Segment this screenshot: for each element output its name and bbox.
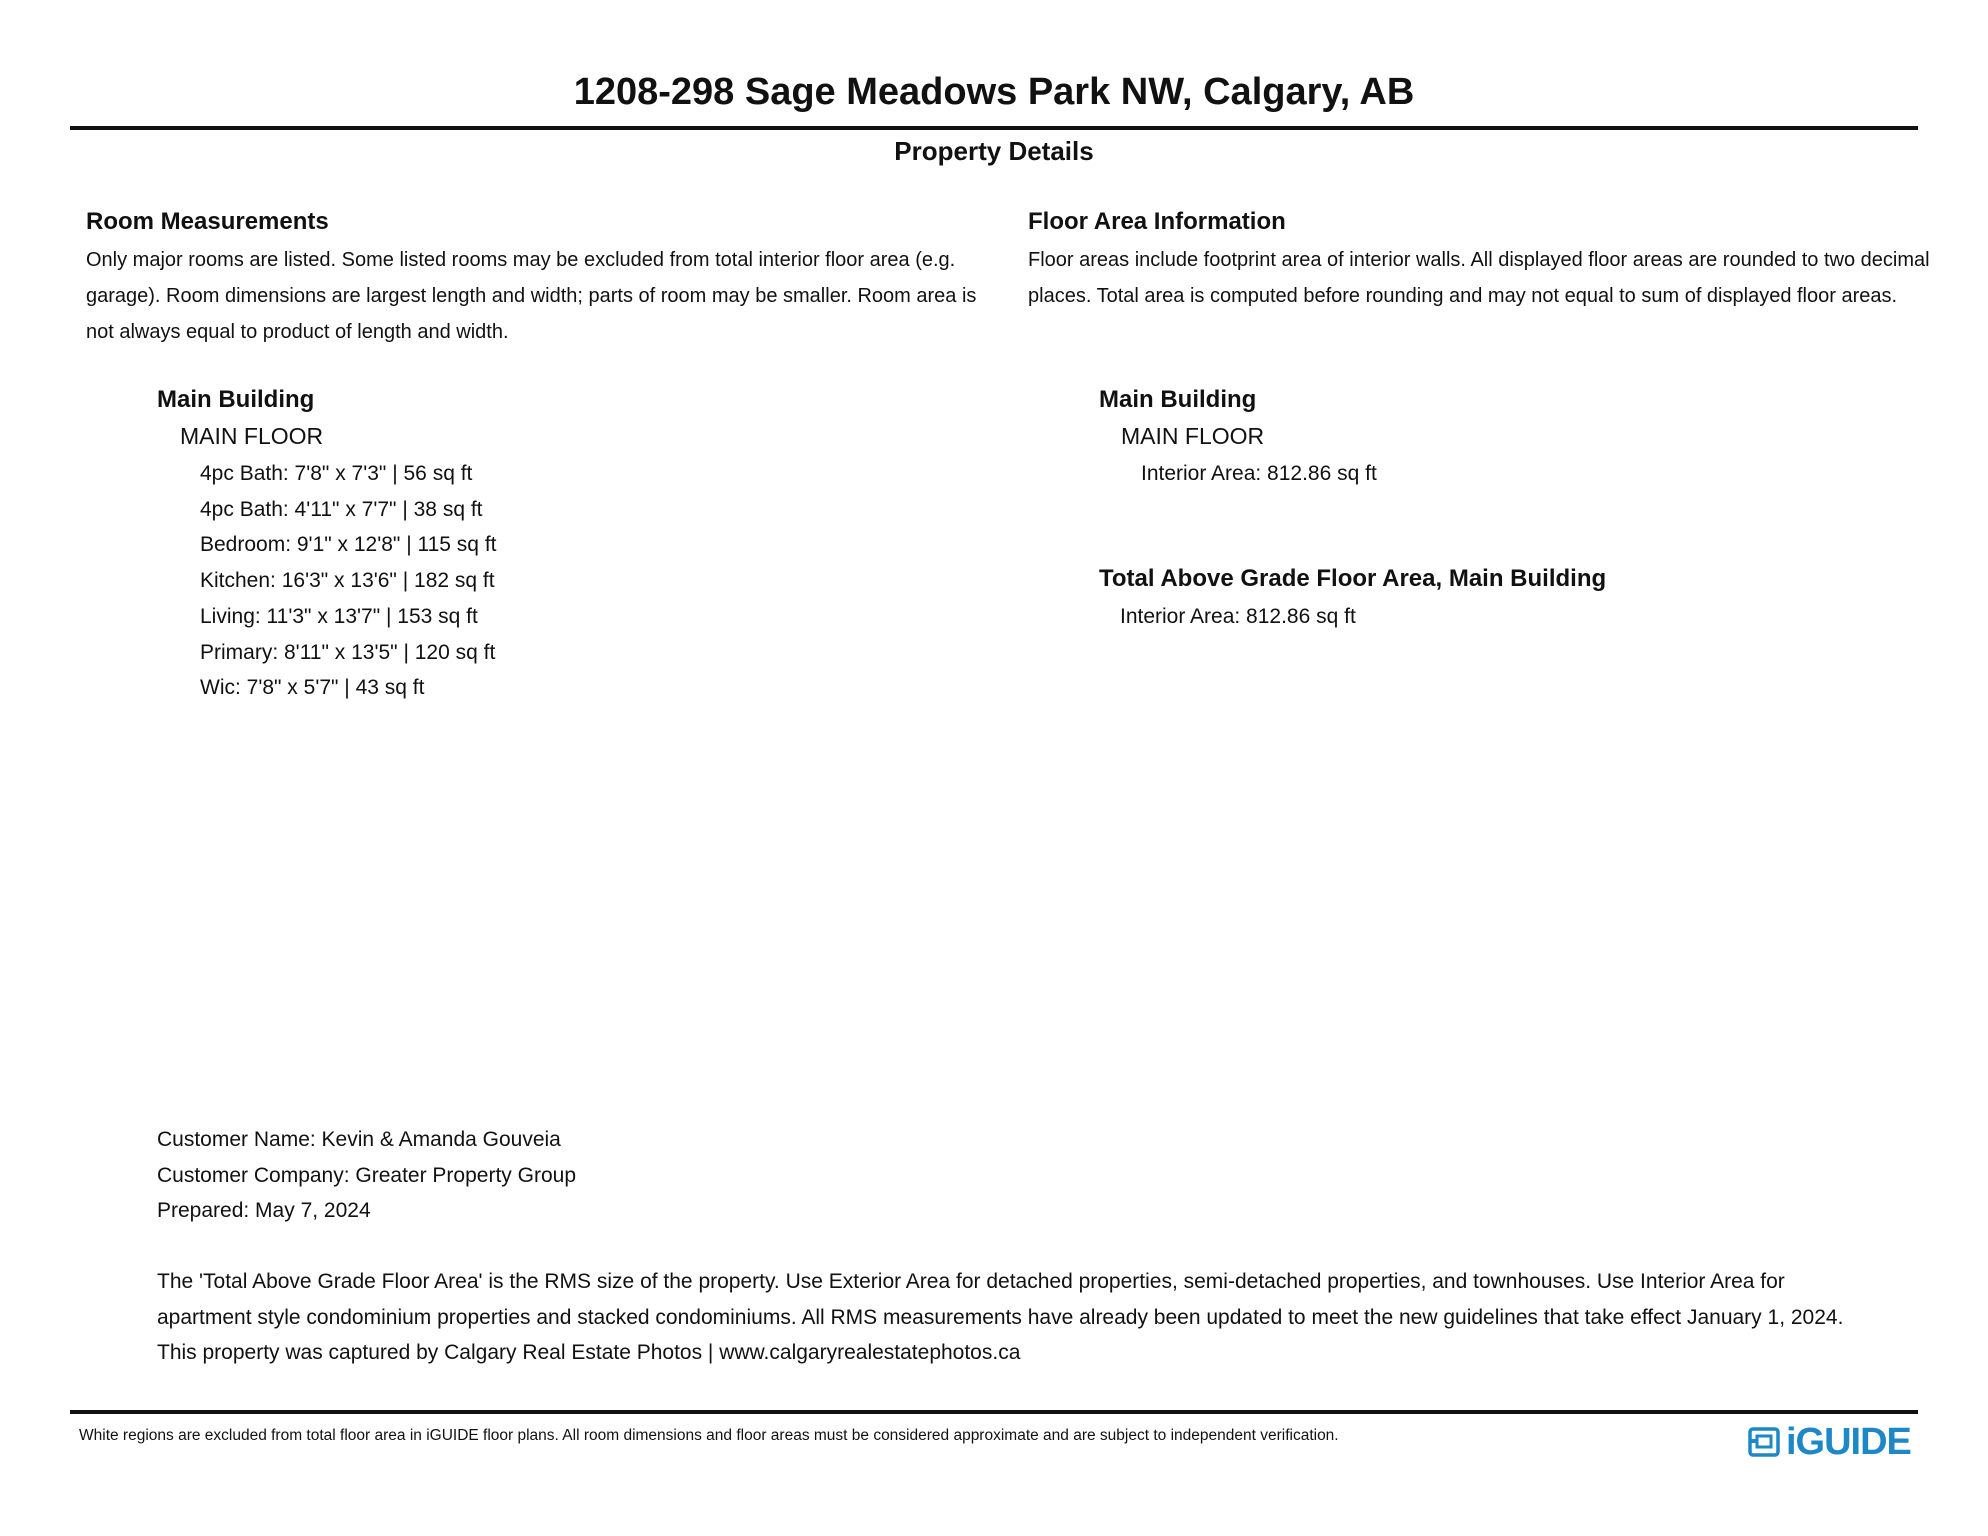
room-measurements-heading: Room Measurements: [86, 208, 329, 235]
room-measurements-building: Main Building: [157, 386, 315, 413]
floor-area-heading: Floor Area Information: [1028, 208, 1286, 235]
floor-area-building: Main Building: [1099, 386, 1257, 413]
page-title: 1208-298 Sage Meadows Park NW, Calgary, AB: [573, 71, 1415, 113]
room-measurements-description: Only major rooms are listed. Some listed rooms may be excluded from total interior floor area (e.g. garage). Room dimensions are largest length and width; parts of room may be smaller. Room area is not always equal to product of length and width.: [86, 249, 977, 343]
floor-area-description: Floor areas include footprint area of interior walls. All displayed floor areas are rounded to two decimal places. Total area is computed before rounding and may not equal to sum of displayed floor areas.: [1028, 249, 1930, 307]
room-item: 4pc Bath: 4'11" x 7'7" | 38 sq ft: [200, 497, 483, 521]
logo-text: iGUIDE: [1786, 1420, 1911, 1463]
footer-disclaimer: White regions are excluded from total floor area in iGUIDE floor plans. All room dimensions and floor areas must be considered approximate and are subject to independent verification.: [79, 1427, 1339, 1444]
room-item: Primary: 8'11" x 13'5" | 120 sq ft: [200, 640, 496, 664]
total-interior-area: Interior Area: 812.86 sq ft: [1120, 605, 1356, 628]
room-measurements-floor: MAIN FLOOR: [180, 423, 324, 449]
prepared-date: Prepared: May 7, 2024: [157, 1199, 371, 1222]
customer-company: Customer Company: Greater Property Group: [157, 1164, 576, 1187]
room-item: Bedroom: 9'1" x 12'8" | 115 sq ft: [200, 533, 497, 557]
footer-divider: [70, 1410, 1918, 1414]
floor-area-floor: MAIN FLOOR: [1121, 423, 1265, 449]
room-list: [200, 456, 497, 706]
room-item: Wic: 7'8" x 5'7" | 43 sq ft: [200, 676, 425, 700]
room-item: Living: 11'3" x 13'7" | 153 sq ft: [200, 604, 478, 628]
page-subtitle: Property Details: [894, 136, 1094, 166]
room-item: Kitchen: 16'3" x 13'6" | 182 sq ft: [200, 569, 495, 593]
total-area-heading: Total Above Grade Floor Area, Main Building: [1099, 565, 1607, 592]
rms-note: The 'Total Above Grade Floor Area' is the RMS size of the property. Use Exterior Area for detached properties, semi-detached properties, and townhouses. Use Interior Area for apartment style condominium properties and stacked condominiums. All RMS measurements have already been updated to meet the new guidelines that take effect January 1, 2024. This property was captured by Calgary Real Estate Photos | www.calgaryrealestatephotos.ca: [157, 1270, 1844, 1364]
camera-box-icon: [1748, 1427, 1780, 1457]
iguide-logo: [1748, 1420, 1911, 1464]
floor-interior-area: Interior Area: 812.86 sq ft: [1141, 462, 1377, 485]
header-divider: [70, 126, 1918, 130]
room-item: 4pc Bath: 7'8" x 7'3" | 56 sq ft: [200, 462, 473, 485]
customer-name: Customer Name: Kevin & Amanda Gouveia: [157, 1128, 561, 1151]
